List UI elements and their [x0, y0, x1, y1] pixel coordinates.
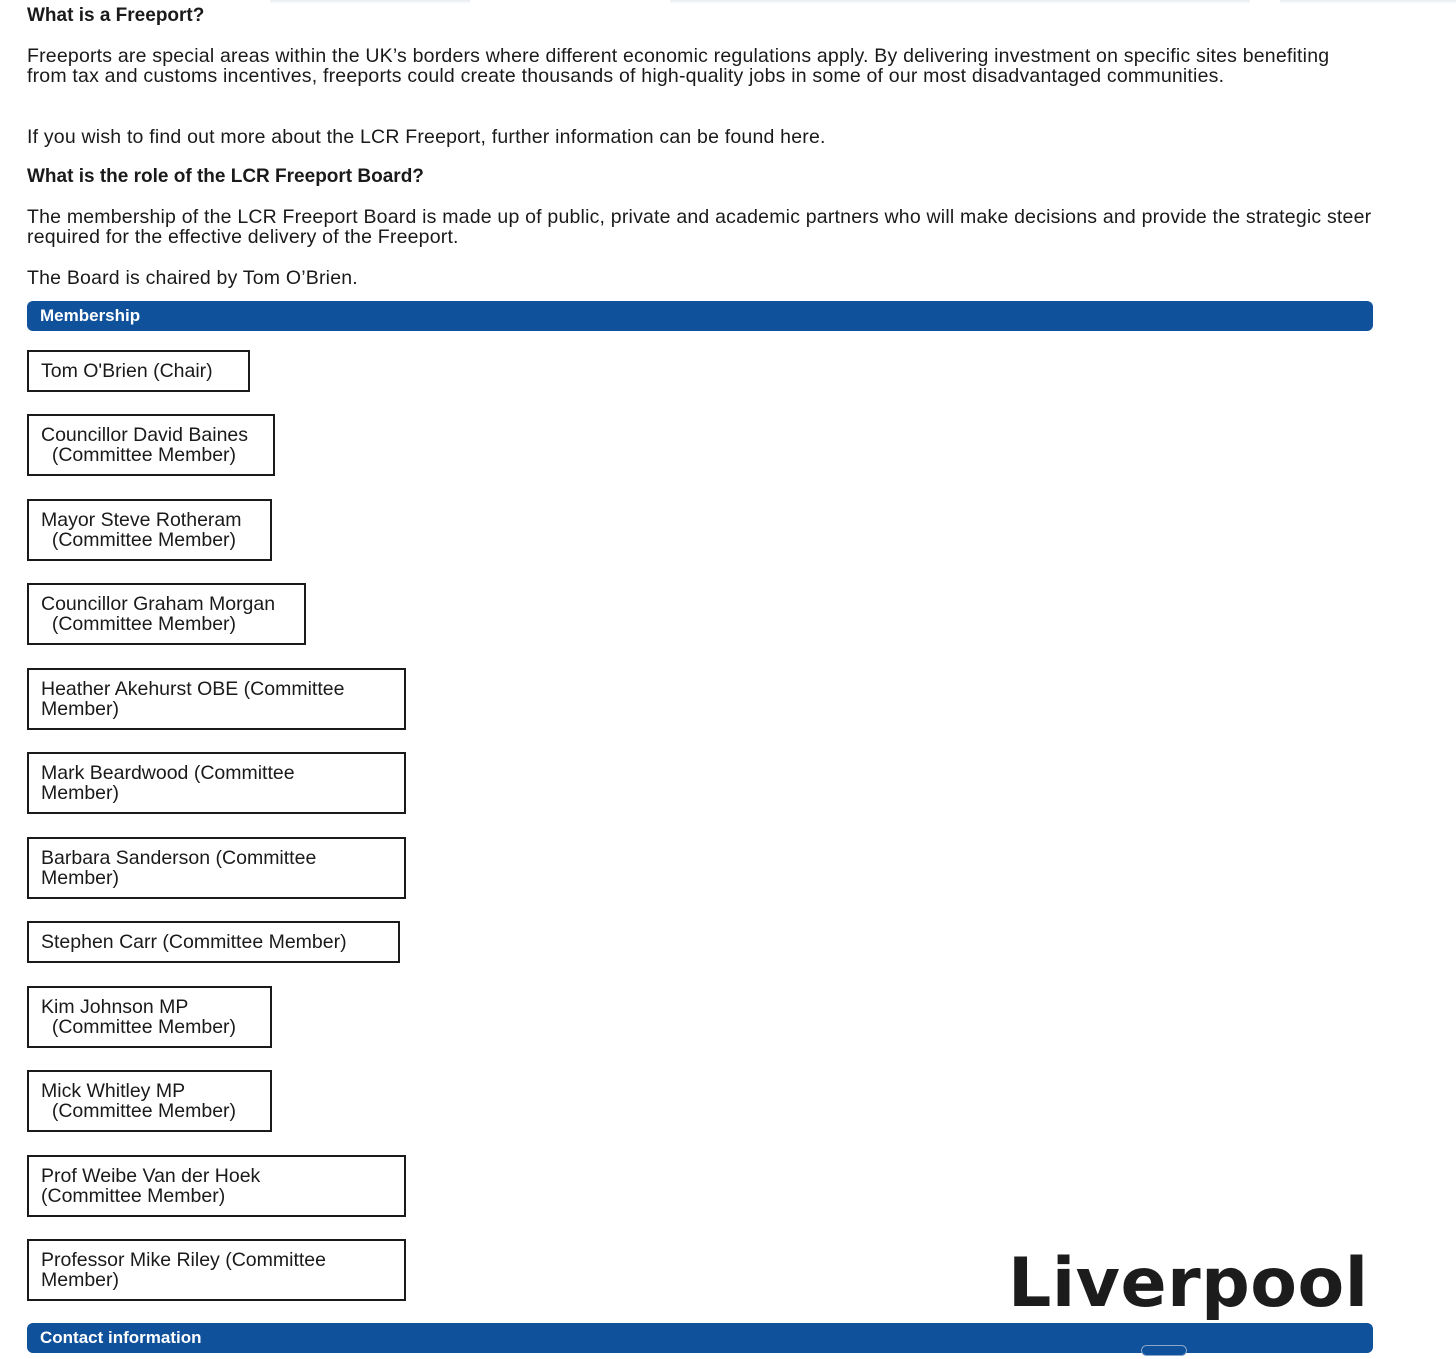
member-card	[27, 837, 406, 899]
member-card	[27, 921, 400, 963]
member-card	[27, 986, 272, 1048]
member-role: (Committee Member)	[41, 444, 237, 466]
member-role: (Committee Member)	[41, 1016, 237, 1038]
member-name: Heather Akehurst OBE (Committee	[41, 678, 345, 700]
member-role: Member)	[41, 867, 120, 889]
member-card	[27, 752, 406, 814]
member-card	[27, 414, 275, 476]
liverpool-logo: Liverpool	[1008, 1244, 1369, 1323]
member-role: Member)	[41, 782, 120, 804]
board-role-heading: What is the role of the LCR Freeport Board?	[27, 166, 424, 187]
member-name: Councillor David Baines	[41, 424, 249, 446]
freeport-description: Freeports are special areas within the UK’s borders where different economic regulations apply. By delivering investment on specific sites benefiting from tax and customs incentives, freeports could create thousands of high-quality jobs in some of our most disadvantaged communities.	[27, 45, 1330, 87]
member-role: (Committee Member)	[41, 1100, 237, 1122]
member-name: Councillor Graham Morgan	[41, 593, 276, 615]
member-card	[27, 499, 272, 561]
member-card	[27, 583, 306, 645]
member-card	[27, 1070, 272, 1132]
member-role: (Committee Member)	[41, 613, 237, 635]
member-card	[27, 1239, 406, 1301]
member-name: Mick Whitley MP	[41, 1080, 186, 1102]
member-name: Tom O'Brien (Chair)	[41, 360, 213, 382]
member-name: Kim Johnson MP	[41, 996, 189, 1018]
member-name: Professor Mike Riley (Committee	[41, 1249, 326, 1271]
freeport-heading: What is a Freeport?	[27, 5, 205, 26]
freeport-more-info: If you wish to find out more about the LCR Freeport, further information can be found here.	[27, 126, 826, 148]
member-name: Stephen Carr (Committee Member)	[41, 931, 347, 953]
member-role: Member)	[41, 698, 120, 720]
board-chair-text: The Board is chaired by Tom O’Brien.	[27, 267, 358, 289]
membership-accordion-header[interactable]: Membership	[27, 301, 1373, 331]
member-card	[27, 1155, 406, 1217]
member-role: (Committee Member)	[41, 529, 237, 551]
member-card	[27, 668, 406, 730]
top-shadow-right	[1280, 0, 1456, 4]
board-role-description: The membership of the LCR Freeport Board is made up of public, private and academic partners who will make decisions and provide the strategic steer required for the effective delivery of the Freeport.	[27, 206, 1372, 248]
top-shadow-left	[270, 0, 470, 4]
member-name: Barbara Sanderson (Committee	[41, 847, 317, 869]
contact-information-accordion-header[interactable]: Contact information	[27, 1323, 1373, 1353]
scroll-handle[interactable]	[1141, 1345, 1187, 1356]
member-name: Mayor Steve Rotheram	[41, 509, 242, 531]
member-name: Mark Beardwood (Committee	[41, 762, 295, 784]
member-card	[27, 350, 250, 392]
member-role: (Committee Member)	[41, 1185, 226, 1207]
member-name: Prof Weibe Van der Hoek	[41, 1165, 261, 1187]
top-shadow-mid	[670, 0, 1250, 4]
member-role: Member)	[41, 1269, 120, 1291]
